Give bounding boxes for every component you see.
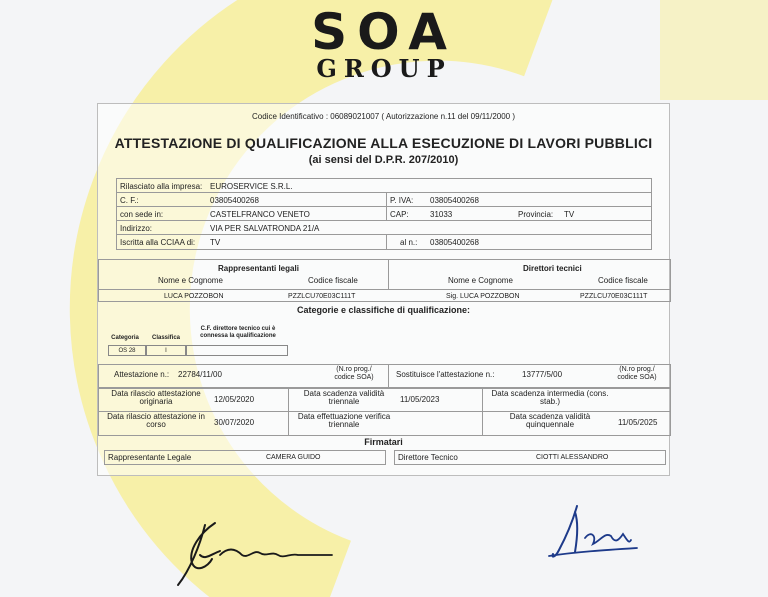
- quinq-exp-label: Data scadenza validità quinquennale: [509, 412, 591, 429]
- tech-signatory-label: Direttore Tecnico: [398, 453, 458, 462]
- address-value: VIA PER SALVATRONDA 21/A: [210, 224, 320, 233]
- prog-note-left: (N.ro prog./ codice SOA): [334, 366, 374, 381]
- tech-director-name: Sig. LUCA POZZOBON: [446, 293, 520, 300]
- cciaa-label: Iscritta alla CCIAA di:: [120, 238, 196, 247]
- orig-date-value: 12/05/2020: [214, 395, 255, 404]
- aln-value: 03805400268: [430, 238, 479, 247]
- seat-value: CASTELFRANCO VENETO: [210, 210, 310, 219]
- quinq-exp-value: 11/05/2025: [618, 418, 658, 427]
- soa-group-logo: [0, 3, 768, 83]
- technical-director-signature: [545, 500, 645, 570]
- verify-date-label: Data effettuazione verifica triennale: [297, 412, 391, 429]
- categories-title: Categorie e classifiche di qualificazione:: [296, 305, 471, 315]
- replaces-label: Sostituisce l'attestazione n.:: [396, 370, 495, 379]
- triennial-exp-label: Data scadenza validità triennale: [303, 389, 385, 406]
- legal-rep-fiscal: PZZLCU70E03C111T: [288, 293, 356, 300]
- current-date-label: Data rilascio attestazione in corso: [107, 412, 205, 429]
- cap-label: CAP:: [390, 210, 409, 219]
- issued-value: EUROSERVICE S.R.L.: [210, 182, 293, 191]
- piva-label: P. IVA:: [390, 196, 414, 205]
- attestation-number-label: Attestazione n.:: [114, 370, 170, 379]
- replaces-value: 13777/5/00: [522, 370, 563, 379]
- triennial-exp-value: 11/05/2023: [400, 395, 440, 404]
- legal-fiscal-header: Codice fiscale: [308, 276, 358, 285]
- document-title: ATTESTAZIONE DI QUALIFICAZIONE ALLA ESECUZIONE DI LAVORI PUBBLICI: [114, 135, 653, 151]
- category-cell: OS 28: [108, 345, 146, 356]
- piva-value: 03805400268: [430, 196, 479, 205]
- intermediate-exp-label: Data scadenza intermedia (cons. stab.): [491, 389, 609, 406]
- code-line: Codice Identificativo : 06089021007 ( Autorizzazione n.11 del 09/11/2000 ): [252, 112, 515, 121]
- cf-value: 03805400268: [210, 196, 259, 205]
- legal-representative-signature: [160, 515, 340, 590]
- category-col-header: Categoria: [111, 335, 139, 341]
- cap-value: 31033: [430, 210, 453, 219]
- legal-signatory-name: CAMERA GUIDO: [266, 454, 321, 461]
- tech-signatory-name: CIOTTI ALESSANDRO: [536, 454, 609, 461]
- legal-signatory-label: Rappresentante Legale: [108, 453, 192, 462]
- orig-date-label: Data rilascio attestazione originaria: [111, 389, 201, 406]
- document-subtitle: (ai sensi del D.P.R. 207/2010): [308, 154, 459, 166]
- current-date-value: 30/07/2020: [214, 418, 255, 427]
- attestation-document: [97, 103, 670, 476]
- tech-director-fiscal: PZZLCU70E03C111T: [580, 293, 648, 300]
- prog-note-right: (N.ro prog./ codice SOA): [617, 366, 657, 381]
- attestation-number-value: 22784/11/00: [178, 370, 222, 379]
- logo-mark: SOA: [311, 3, 457, 61]
- province-label: Provincia:: [518, 210, 554, 219]
- issued-label: Rilasciato alla impresa:: [120, 182, 203, 191]
- logo-group-text: GROUP: [316, 54, 452, 83]
- tech-fiscal-header: Codice fiscale: [598, 276, 648, 285]
- cf-col-header: C.F. direttore tecnico cui è connessa la qualificazione: [200, 326, 276, 339]
- address-label: Indirizzo:: [120, 224, 153, 233]
- class-cell: I: [146, 345, 186, 356]
- legal-rep-name: LUCA POZZOBON: [164, 293, 224, 300]
- tech-directors-title: Direttori tecnici: [523, 264, 582, 273]
- legal-reps-title: Rappresentanti legali: [218, 264, 299, 273]
- class-col-header: Classifica: [151, 335, 181, 341]
- signatories-title: Firmatari: [364, 437, 403, 447]
- province-value: TV: [564, 210, 575, 219]
- cf-label: C. F.:: [120, 196, 139, 205]
- cciaa-value: TV: [210, 238, 221, 247]
- seat-label: con sede in:: [120, 210, 164, 219]
- aln-label: al n.:: [400, 238, 418, 247]
- tech-name-header: Nome e Cognome: [448, 276, 513, 285]
- cf-cell: [186, 345, 288, 356]
- legal-name-header: Nome e Cognome: [158, 276, 223, 285]
